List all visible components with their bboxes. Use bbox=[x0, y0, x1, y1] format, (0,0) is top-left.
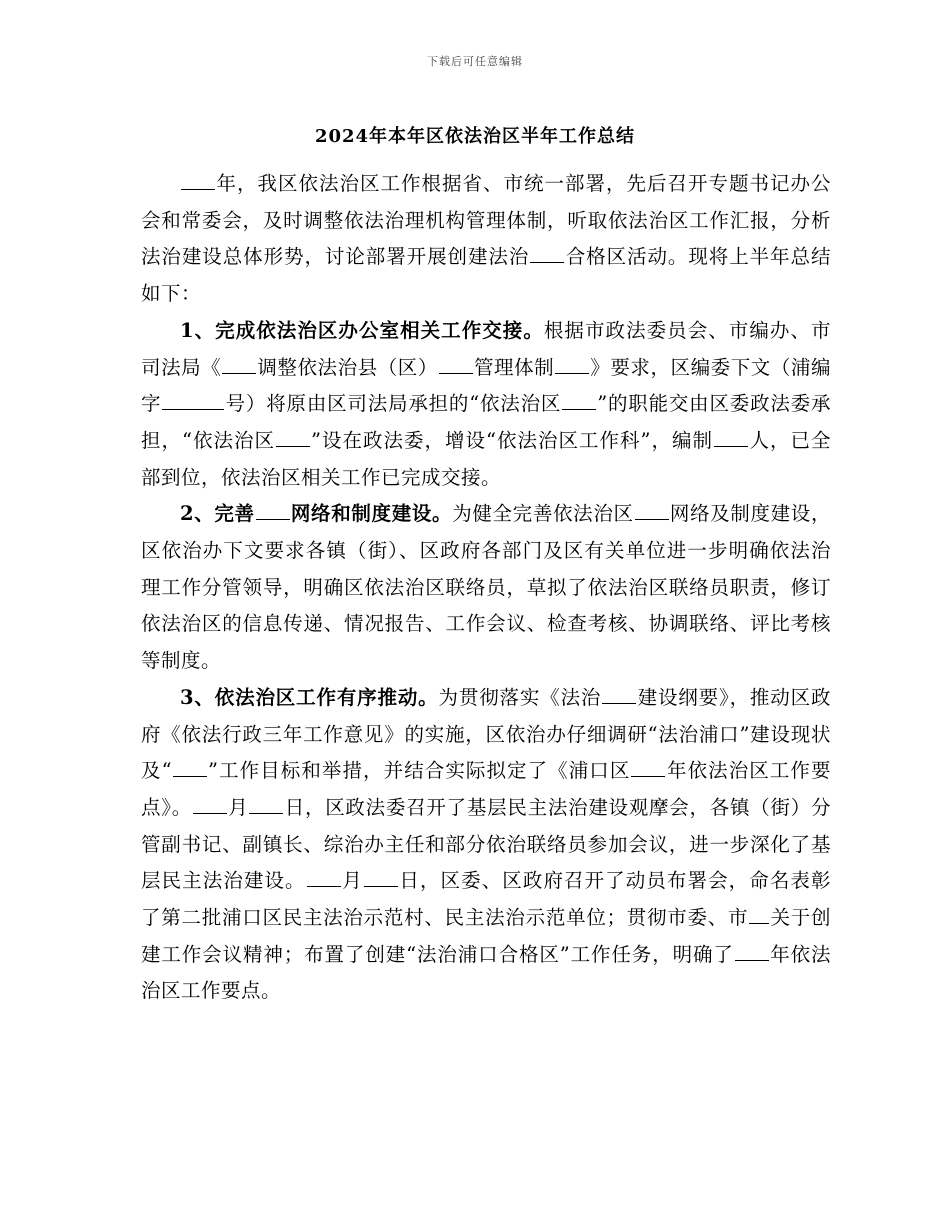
blank bbox=[364, 867, 398, 888]
paragraph-3-heading: 3、依法治区工作有序推动。 bbox=[180, 685, 439, 709]
paragraph-2-heading: 2、完善 网络和制度建设。 bbox=[180, 502, 452, 525]
paragraph-1: 1、完成依法治区办公室相关工作交接。根据市政法委员会、市编办、市司法局《 调整依法治县（区） 管理体制 》要求，区编委下文（浦编字 号）将原由区司法局承担的“依法治区 ”的职能交由区委政法委承担，“依法治区 ”设在政法委，增设“依法治区工作科”，编制 人，已全部到位，依法治区相关工作已完成交接。 bbox=[141, 318, 831, 489]
blank bbox=[307, 867, 341, 888]
paragraph-intro: 年，我区依法治区工作根据省、市统一部署，先后召开专题书记办公会和常委会，及时调整依法治理机构管理体制，听取依法治区工作汇报，分析法治建设总体形势，讨论部署开展创建法治 合格区活动。现将上半年总结如下： bbox=[141, 166, 831, 313]
blank bbox=[749, 904, 769, 925]
blank bbox=[276, 426, 310, 447]
blank bbox=[602, 683, 636, 704]
blank bbox=[735, 940, 769, 961]
blank bbox=[439, 353, 473, 374]
blank bbox=[222, 353, 256, 374]
blank bbox=[162, 390, 224, 411]
document-body bbox=[141, 166, 831, 1010]
paragraph-2: 2、完善 网络和制度建设。为健全完善依法治区 网络及制度建设，区依治办下文要求各镇（街）、区政府各部门及区有关单位进一步明确依法治理工作分管领导，明确区依法治区联络员，草拟了依法治区联络员职责，修订依法治区的信息传递、情况报告、工作会议、检查考核、协调联络、评比考核等制度。 bbox=[141, 496, 831, 680]
blank bbox=[631, 757, 665, 778]
blank bbox=[555, 353, 589, 374]
blank bbox=[173, 757, 207, 778]
paragraph-1-heading: 1、完成依法治区办公室相关工作交接。 bbox=[180, 318, 544, 342]
blank bbox=[530, 243, 564, 264]
blank bbox=[193, 793, 227, 814]
blank bbox=[562, 390, 596, 411]
blank bbox=[249, 793, 283, 814]
paragraph-3: 3、依法治区工作有序推动。为贯彻落实《法治 建设纲要》，推动区政府《依法行政三年工作意见》的实施，区依治办仔细调研“法治浦口”建设现状及“ ”工作目标和举措，并结合实际拟定了《浦口区 年依法治区工作要点》。 月 日，区政法委召开了基层民主法治建设观摩会，各镇（街）分管副书记、副镇长、综治办主任和部分依治联络员参加会议，进一步深化了基层民主法治建设。 月 日，区委、区政府召开了动员布署会，命名表彰了第二批浦口区民主法治示范村、民主法治示范单位；贯彻市委、市 关于创建工作会议精神；布置了创建“法治浦口合格区”工作任务，明确了 年依法治区工作要点。 bbox=[141, 680, 831, 1010]
blank bbox=[635, 500, 669, 521]
blank bbox=[714, 426, 748, 447]
blank bbox=[181, 170, 215, 191]
document-title: 2024年本年区依法治区半年工作总结 bbox=[314, 126, 636, 147]
header-note: 下载后可任意编辑 bbox=[427, 55, 523, 68]
blank bbox=[256, 500, 290, 521]
